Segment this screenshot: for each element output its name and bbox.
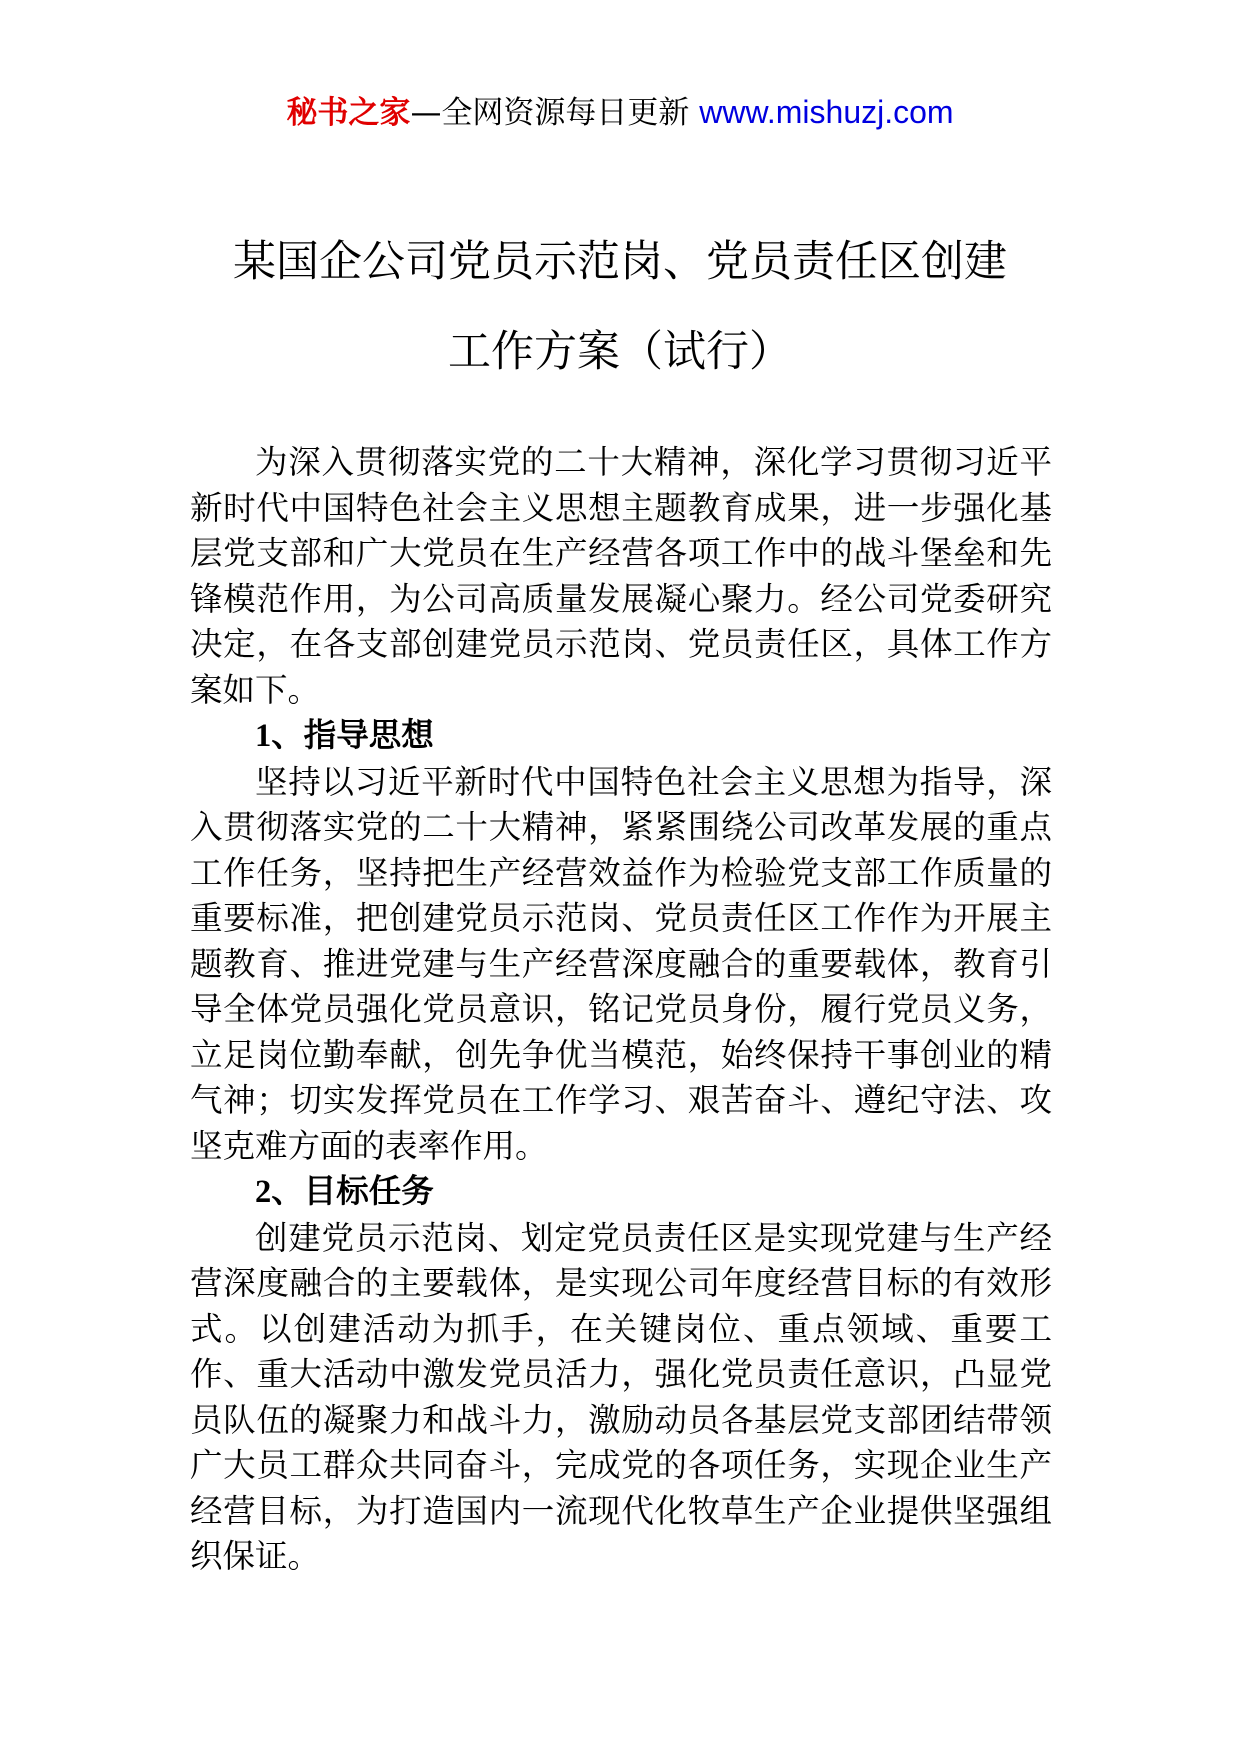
section-heading-guiding-ideology [190, 713, 1052, 760]
intro-paragraph: 为深入贯彻落实党的二十大精神，深化学习贯彻习近平新时代中国特色社会主义思想主题教育成果，进一步强化基层党支部和广大党员在生产经营各项工作中的战斗堡垒和先锋模范作用，为公司高质量发展凝心聚力。经公司党委研究决定，在各支部创建党员示范岗、党员责任区，具体工作方案如下。 [190, 443, 1052, 709]
section-number: 1 [255, 718, 272, 754]
site-url-link[interactable]: www.mishuzj.com [699, 94, 954, 130]
document-body [190, 440, 1052, 1580]
site-brand: 秘书之家 [286, 95, 411, 131]
section-paragraph-guiding-ideology: 坚持以习近平新时代中国特色社会主义思想为指导，深入贯彻落实党的二十大精神，紧紧围绕公司改革发展的重点工作任务，坚持把生产经营效益作为检验党支部工作质量的重要标准，把创建党员示范岗、党员责任区工作作为开展主题教育、推进党建与生产经营深度融合的重要载体，教育引导全体党员强化党员意识，铭记党员身份，履行党员义务，立足岗位勤奉献，创先争优当模范，始终保持干事创业的精气神；切实发挥党员在工作学习、艰苦奋斗、遵纪守法、攻坚克难方面的表率作用。 [190, 762, 1052, 1165]
section-heading-objectives [190, 1169, 1052, 1216]
document-title-line-1: 某国企公司党员示范岗、党员责任区创建 [233, 237, 1007, 287]
site-tagline: —全网资源每日更新 [410, 95, 690, 131]
site-header [0, 92, 1240, 133]
section-title: 、目标任务 [271, 1172, 434, 1210]
section-number: 2 [255, 1174, 272, 1210]
document-title-line-2: 工作方案（试行） [448, 327, 792, 377]
section-title: 、指导思想 [271, 716, 434, 754]
section-paragraph-objectives: 创建党员示范岗、划定党员责任区是实现党建与生产经营深度融合的主要载体，是实现公司年度经营目标的有效形式。以创建活动为抓手，在关键岗位、重点领域、重要工作、重大活动中激发党员活力，强化党员责任意识，凸显党员队伍的凝聚力和战斗力，激励动员各基层党支部团结带领广大员工群众共同奋斗，完成党的各项任务，实现企业生产经营目标，为打造国内一流现代化牧草生产企业提供坚强组织保证。 [190, 1218, 1052, 1575]
